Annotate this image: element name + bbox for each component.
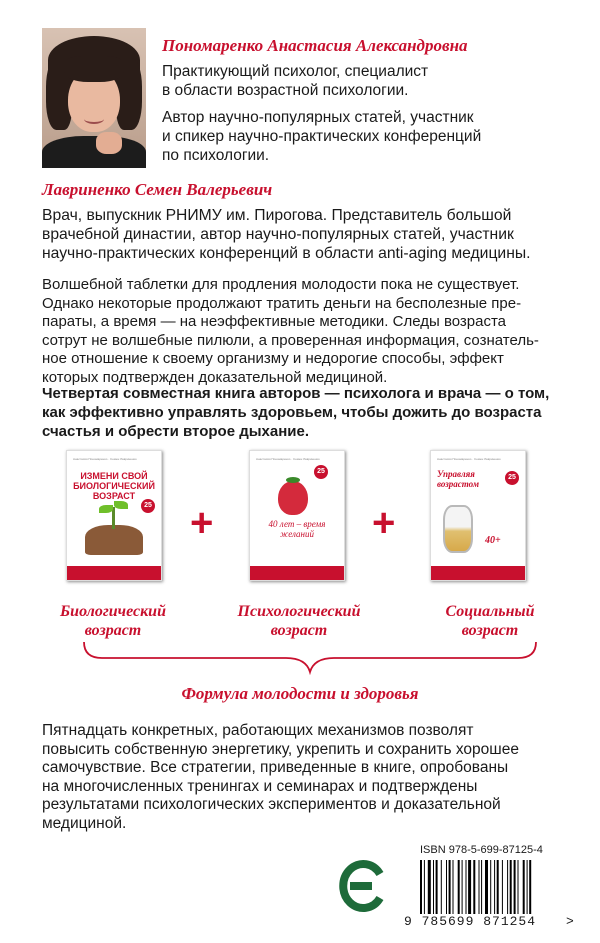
barcode-arrow: >: [566, 914, 575, 929]
formula-title: Формула молодости и здоровья: [181, 684, 419, 703]
barcode-icon: [418, 860, 568, 916]
label-biological: Биологический возраст: [60, 603, 166, 639]
book-cover-psychological: Анастасия Пономаренко · Семен Лавриненко 25 40 лет – время желаний: [249, 450, 345, 581]
lead-paragraph: Четвертая совместная книга авторов — психолога и врача — о том, как эффективно управлять здоровьем, чтобы дожить до возраста счастья и обрести второе дыхание.: [42, 385, 550, 440]
label-social: Социальный возраст: [445, 603, 535, 639]
curly-brace-icon: [80, 640, 540, 676]
barcode-digits: 9 785699 871254: [404, 914, 537, 929]
author1-bio2: Автор научно-популярных статей, участник и спикер научно-практических конференций по психологии.: [162, 109, 482, 164]
stump-icon: [85, 525, 143, 555]
book-cover-biological: Анастасия Пономаренко · Семен Лавриненко ИЗМЕНИ СВОЙ БИОЛОГИЧЕСКИЙ ВОЗРАСТ 25: [66, 450, 162, 581]
plus-sign-1: +: [190, 501, 214, 545]
author2-name: Лавриненко Семен Валерьевич: [42, 180, 273, 199]
book3-title: Управляя возрастом: [437, 469, 479, 489]
strawberry-icon: [278, 481, 308, 515]
author2-bio: Врач, выпускник РНИМУ им. Пирогова. Представитель большой врачебной династии, автор научно-популярных статей, участник научно-практических конференций в области anti-aging медицины.: [42, 207, 531, 262]
strawberry-leaves-icon: [286, 477, 300, 483]
leaf-icon: [114, 501, 128, 509]
book1-title: ИЗМЕНИ СВОЙ БИОЛОГИЧЕСКИЙ ВОЗРАСТ: [73, 471, 155, 501]
book1-badge: 25: [141, 499, 155, 513]
book3-number-icon: 40+: [485, 535, 501, 546]
hourglass-icon: [443, 505, 473, 553]
outro-paragraph: Пятнадцать конкретных, работающих механизмов позволят повысить собственную энергетику, укрепить и сохранить хорошее самочувствие. Все стратегии, приведенные в книге, опробованы на многочисленных тренингах и семинарах и подтверждены результатами психологических экспериментов и доказательной медициной.: [42, 722, 519, 832]
author1-bio: Практикующий психолог, специалист в области возрастной психологии.: [162, 63, 429, 99]
book3-badge: 25: [505, 471, 519, 485]
leaf-icon: [99, 505, 113, 513]
intro-paragraph: Волшебной таблетки для продления молодости пока не существует. Однако некоторые продолжают тратить деньги на бесполезные пре- параты, а время — на неэффективные методики. Следы возраста сотрут не волшебные пилюли, а проверенная информация, сознатель- ное отношение к своему организму и недорогие способы, эффект которых подтвержден доказательной медициной.: [42, 276, 539, 386]
author-photo: [42, 28, 146, 168]
book-cover-social: Анастасия Пономаренко · Семен Лавриненко Управляя возрастом 25 40+: [430, 450, 526, 581]
isbn-text: ISBN 978-5-699-87125-4: [420, 844, 543, 856]
label-psychological: Психологический возраст: [237, 603, 361, 639]
publisher-logo-icon: [336, 858, 386, 914]
author1-name: Пономаренко Анастасия Александровна: [162, 36, 468, 55]
plus-sign-2: +: [372, 501, 396, 545]
book2-title: 40 лет – время желаний: [268, 519, 326, 539]
book2-badge: 25: [314, 465, 328, 479]
